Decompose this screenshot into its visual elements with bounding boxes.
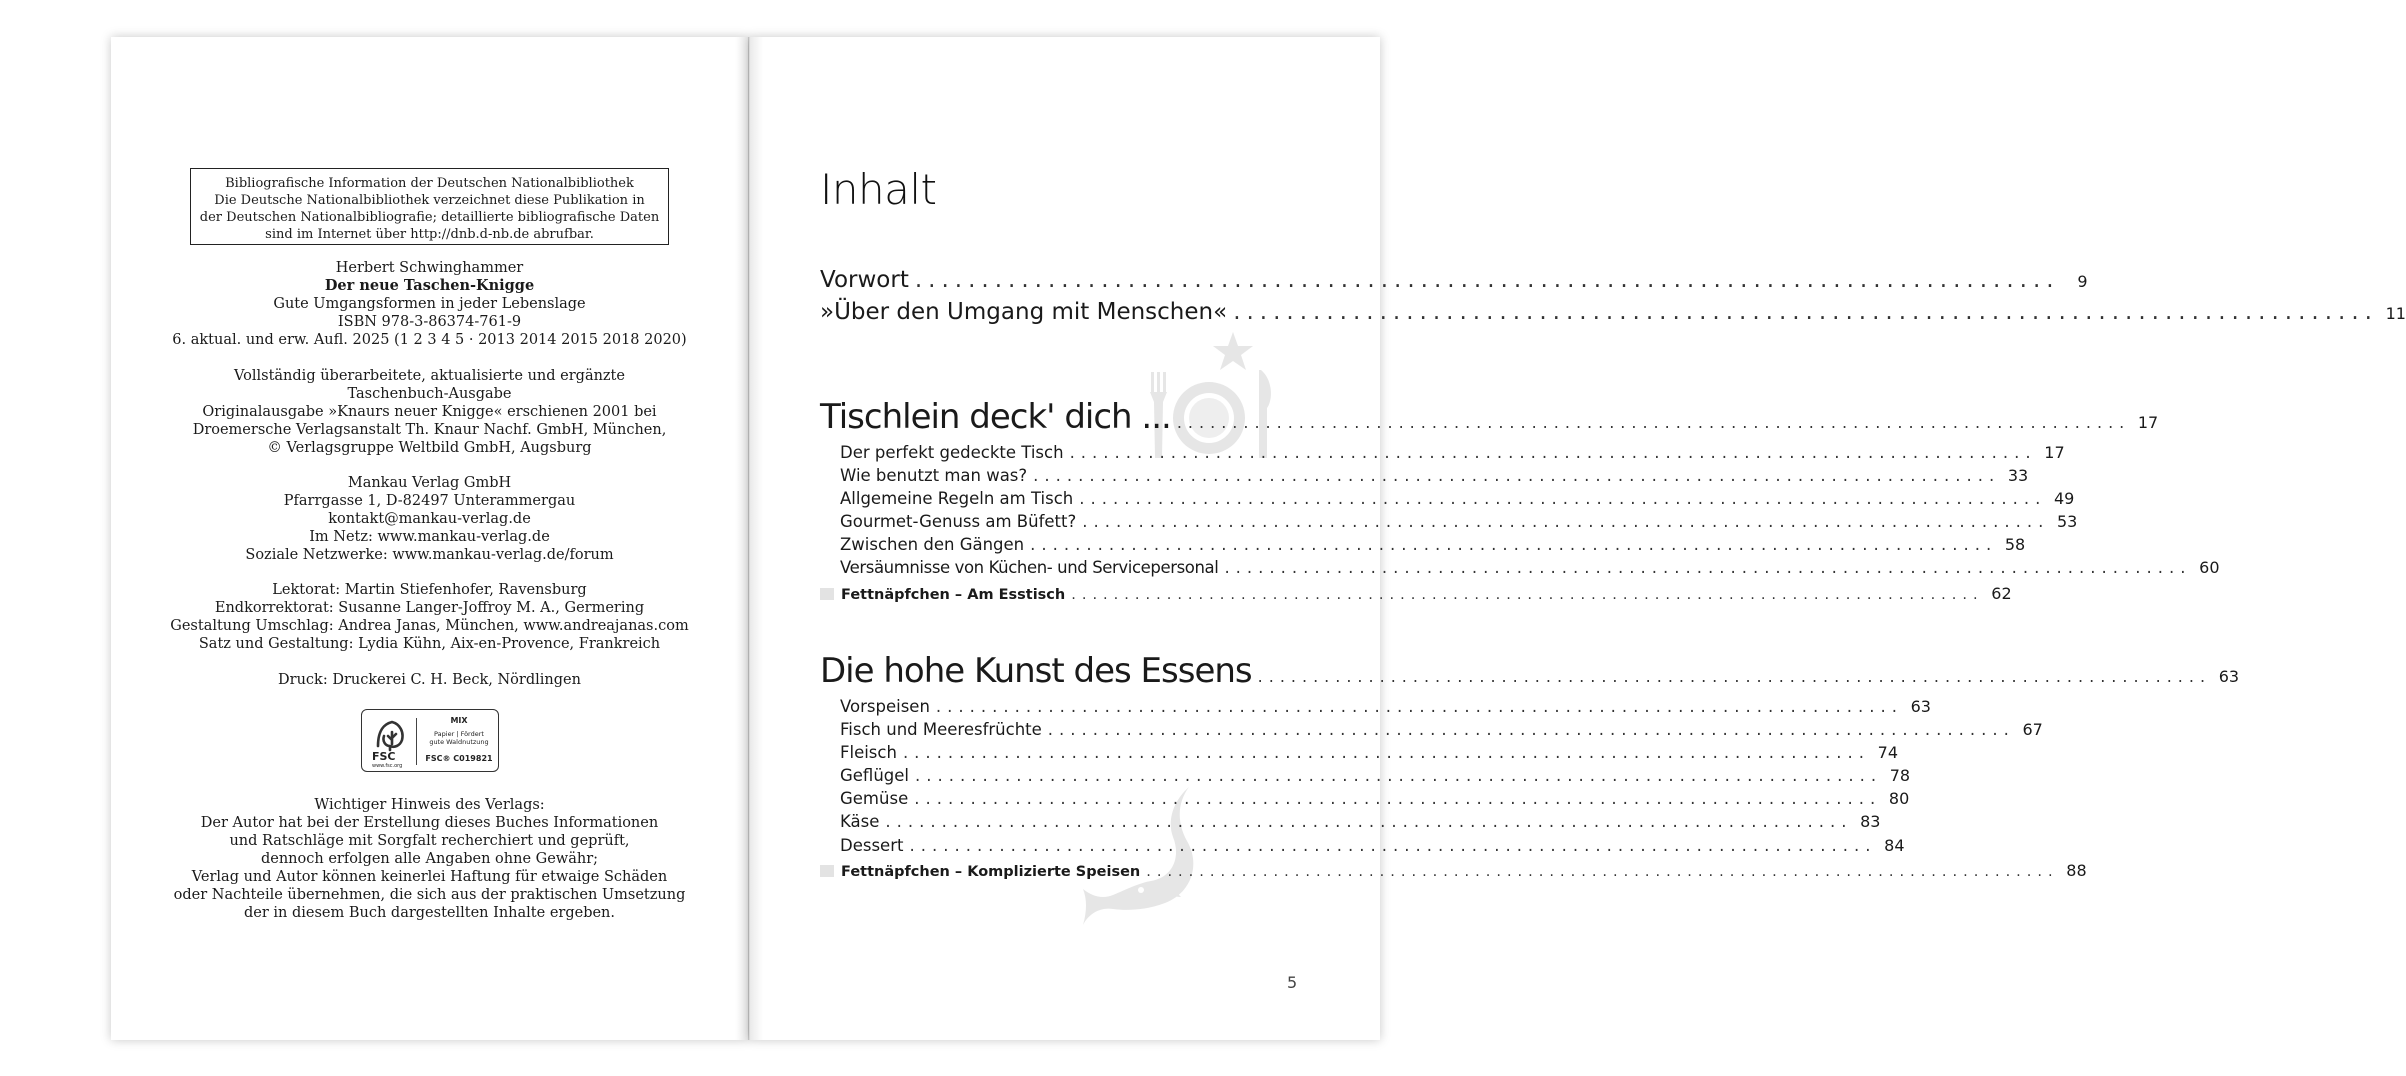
toc-leader-dots: ...................................................................................... xyxy=(935,697,1903,716)
toc-section-title: Wie benutzt man was? xyxy=(840,466,1028,485)
notice-line: oder Nachteile übernehmen, die sich aus der praktischen Umsetzung xyxy=(173,887,686,903)
toc-entry-title: »Über den Umgang mit Menschen« xyxy=(820,299,1228,325)
book-subtitle: Gute Umgangsformen in jeder Lebenslage xyxy=(273,296,586,312)
fsc-description-line: gute Waldnutzung xyxy=(429,738,489,746)
toc-entry-page: 11 xyxy=(2385,304,2406,323)
toc-leader-dots: ...................................................................................... xyxy=(914,267,2060,293)
publisher-line: kontakt@mankau-verlag.de xyxy=(328,511,531,527)
toc-leader-dots: ...................................................................................... xyxy=(902,743,1870,762)
toc-section[interactable] xyxy=(840,789,1910,808)
toc-chapter-title: Tischlein deck' dich ... xyxy=(820,397,1171,437)
biblio-line: Bibliografische Information der Deutschen Nationalbibliothek xyxy=(225,176,634,191)
notice-line: Verlag und Autor können keinerlei Haftung für etwaige Schäden xyxy=(191,869,668,885)
toc-section[interactable] xyxy=(840,558,2220,577)
toc-pitfall-entry[interactable] xyxy=(820,584,2012,603)
book-info xyxy=(111,259,748,349)
toc-entry-page: 9 xyxy=(2077,272,2088,291)
publisher-info xyxy=(111,474,748,564)
notice-line: und Ratschläge mit Sorgfalt recherchiert und geprüft, xyxy=(229,833,630,849)
toc-leader-dots: ...................................................................................... xyxy=(1082,512,2050,531)
page-number: 5 xyxy=(1287,973,1298,992)
toc-section-page: 67 xyxy=(2022,720,2043,739)
original-edition-info xyxy=(111,367,748,457)
biblio-line: Die Deutsche Nationalbibliothek verzeichnet diese Publikation in xyxy=(214,193,645,208)
publisher-line: Soziale Netzwerke: www.mankau-verlag.de/forum xyxy=(245,547,614,563)
toc-section-title: Versäumnisse von Küchen- und Servicepersonal xyxy=(840,558,1219,577)
toc-chapter-page: 17 xyxy=(2137,413,2159,432)
toc-section[interactable] xyxy=(840,489,2075,508)
imprint-line: Droemersche Verlagsanstalt Th. Knaur Nachf. GmbH, München, xyxy=(192,422,667,438)
toc-section[interactable] xyxy=(840,836,1905,855)
toc-section[interactable] xyxy=(840,812,1881,831)
toc-leader-dots: ...................................................................................... xyxy=(885,812,1853,831)
toc-leader-dots: ...................................................................................... xyxy=(1047,720,2015,739)
toc-section-title: Gourmet-Genuss am Büfett? xyxy=(840,512,1077,531)
left-page-imprint xyxy=(111,37,748,1040)
credits-info xyxy=(111,581,748,653)
toc-section-title: Allgemeine Regeln am Tisch xyxy=(840,489,1074,508)
imprint-line: © Verlagsgruppe Weltbild GmbH, Augsburg xyxy=(267,440,592,456)
toc-section-title: Fleisch xyxy=(840,743,897,762)
toc-section-page: 60 xyxy=(2199,558,2220,577)
fsc-mix-label: MIX xyxy=(450,716,468,725)
publisher-notice xyxy=(111,796,748,922)
toc-entry[interactable] xyxy=(820,299,2406,325)
toc-chapter[interactable] xyxy=(820,651,2240,691)
toc-section-page: 49 xyxy=(2053,489,2075,508)
toc-section-page: 83 xyxy=(1860,812,1881,831)
toc-entry[interactable] xyxy=(820,267,2088,293)
toc-section[interactable] xyxy=(840,743,1898,762)
publisher-line: Im Netz: www.mankau-verlag.de xyxy=(309,529,550,545)
toc-section-page: 17 xyxy=(2044,443,2065,462)
toc-leader-dots: ...................................................................................... xyxy=(1146,864,2059,880)
fsc-description xyxy=(420,730,498,746)
printer-line: Druck: Druckerei C. H. Beck, Nördlingen xyxy=(278,672,581,688)
toc-leader-dots: ...................................................................................... xyxy=(1071,587,1984,603)
toc-section-page: 58 xyxy=(2004,535,2026,554)
toc-chapter[interactable] xyxy=(820,397,2159,437)
toc-section[interactable] xyxy=(840,443,2065,462)
toc-pitfall-entry[interactable] xyxy=(820,861,2087,880)
toc-pitfall-title xyxy=(820,864,1140,880)
pitfall-marker-icon xyxy=(820,588,834,600)
toc-leader-dots: ...................................................................................... xyxy=(1224,558,2192,577)
printer-info xyxy=(111,671,748,689)
toc-section[interactable] xyxy=(840,697,1931,716)
author-name: Herbert Schwinghammer xyxy=(335,260,524,276)
toc-leader-dots: ...................................................................................... xyxy=(1069,443,2037,462)
toc-leader-dots: ...................................................................................... xyxy=(1079,489,2047,508)
toc-section[interactable] xyxy=(840,535,2026,554)
toc-entry-title: Vorwort xyxy=(820,267,909,293)
isbn: ISBN 978-3-86374-761-9 xyxy=(337,314,522,330)
toc-leader-dots: ...................................................................................... xyxy=(915,766,1883,785)
credit-line: Gestaltung Umschlag: Andrea Janas, München, www.andreajanas.com xyxy=(170,618,689,634)
credit-line: Satz und Gestaltung: Lydia Kühn, Aix-en-Provence, Frankreich xyxy=(198,636,661,652)
toc-section-page: 84 xyxy=(1884,836,1905,855)
right-page-toc xyxy=(749,37,2406,1040)
toc-section-title: Fisch und Meeresfrüchte xyxy=(840,720,1042,739)
imprint-line: Taschenbuch-Ausgabe xyxy=(347,386,512,402)
toc-section-page: 80 xyxy=(1888,789,1910,808)
toc-pitfall-text: Fettnäpfchen – Komplizierte Speisen xyxy=(841,864,1141,880)
toc-pitfall-page: 62 xyxy=(1991,584,2012,603)
toc-section[interactable] xyxy=(840,512,2078,531)
biblio-line: sind im Internet über http://dnb.d-nb.de abrufbar. xyxy=(265,227,594,242)
bibliographic-info-box xyxy=(190,168,669,245)
fsc-logo xyxy=(361,709,499,772)
fsc-description-line: Papier | Fördert xyxy=(434,730,484,738)
toc-pitfall-text: Fettnäpfchen – Am Esstisch xyxy=(841,587,1066,603)
fsc-website: www.fsc.org xyxy=(372,763,403,769)
toc-leader-dots: ...................................................................................... xyxy=(1257,667,2212,686)
notice-line: dennoch erfolgen alle Angaben ohne Gewähr; xyxy=(260,851,599,867)
fsc-code: FSC® C019821 xyxy=(425,754,493,763)
notice-line: Der Autor hat bei der Erstellung dieses Buches Informationen xyxy=(200,815,659,831)
notice-line: Wichtiger Hinweis des Verlags: xyxy=(314,797,545,813)
toc-section-page: 78 xyxy=(1889,766,1911,785)
toc-leader-dots: ...................................................................................... xyxy=(909,836,1877,855)
toc-section-page: 74 xyxy=(1877,743,1898,762)
toc-section-page: 63 xyxy=(1910,697,1931,716)
toc-section-page: 53 xyxy=(2056,512,2078,531)
biblio-line: der Deutschen Nationalbibliografie; detaillierte bibliografische Daten xyxy=(199,210,660,225)
toc-chapter-title: Die hohe Kunst des Essens xyxy=(820,651,1252,691)
toc-section[interactable] xyxy=(840,466,2029,485)
toc-section-title: Käse xyxy=(840,812,880,831)
toc-section-title: Geflügel xyxy=(840,766,909,785)
fsc-tree-icon xyxy=(370,716,410,754)
toc-section-page: 33 xyxy=(2007,466,2029,485)
toc-section-title: Dessert xyxy=(840,836,904,855)
toc-title: Inhalt xyxy=(820,165,937,214)
publisher-line: Pfarrgasse 1, D-82497 Unterammergau xyxy=(283,493,576,509)
pitfall-marker-icon xyxy=(820,865,834,877)
publisher-line: Mankau Verlag GmbH xyxy=(347,475,512,491)
toc-chapter-page: 63 xyxy=(2218,667,2240,686)
toc-leader-dots: ...................................................................................... xyxy=(1176,413,2131,432)
toc-section-title: Vorspeisen xyxy=(840,697,930,716)
toc-section[interactable] xyxy=(840,766,1911,785)
toc-leader-dots: ...................................................................................... xyxy=(1233,299,2378,325)
toc-pitfall-title xyxy=(820,587,1065,603)
fsc-divider xyxy=(416,718,417,765)
toc-leader-dots: ...................................................................................... xyxy=(1030,535,1998,554)
edition-info: 6. aktual. und erw. Aufl. 2025 (1 2 3 4 5 · 2013 2014 2015 2018 2020) xyxy=(172,332,687,348)
book-title: Der neue Taschen-Knigge xyxy=(324,277,535,294)
toc-section-title: Gemüse xyxy=(840,789,909,808)
toc-section-title: Zwischen den Gängen xyxy=(840,535,1025,554)
imprint-line: Vollständig überarbeitete, aktualisierte und ergänzte xyxy=(234,368,625,384)
credit-line: Endkorrektorat: Susanne Langer-Joffroy M. A., Germering xyxy=(214,600,645,616)
toc-section[interactable] xyxy=(840,720,2043,739)
credit-line: Lektorat: Martin Stiefenhofer, Ravensburg xyxy=(272,582,587,598)
notice-line: der in diesem Buch dargestellten Inhalte ergeben. xyxy=(243,905,616,921)
toc-pitfall-page: 88 xyxy=(2066,861,2087,880)
toc-section-title: Der perfekt gedeckte Tisch xyxy=(840,443,1064,462)
toc-leader-dots: ...................................................................................... xyxy=(1033,466,2001,485)
toc-leader-dots: ...................................................................................... xyxy=(914,789,1882,808)
fsc-wordmark: FSC xyxy=(372,750,396,763)
imprint-line: Originalausgabe »Knaurs neuer Knigge« erschienen 2001 bei xyxy=(202,404,657,420)
